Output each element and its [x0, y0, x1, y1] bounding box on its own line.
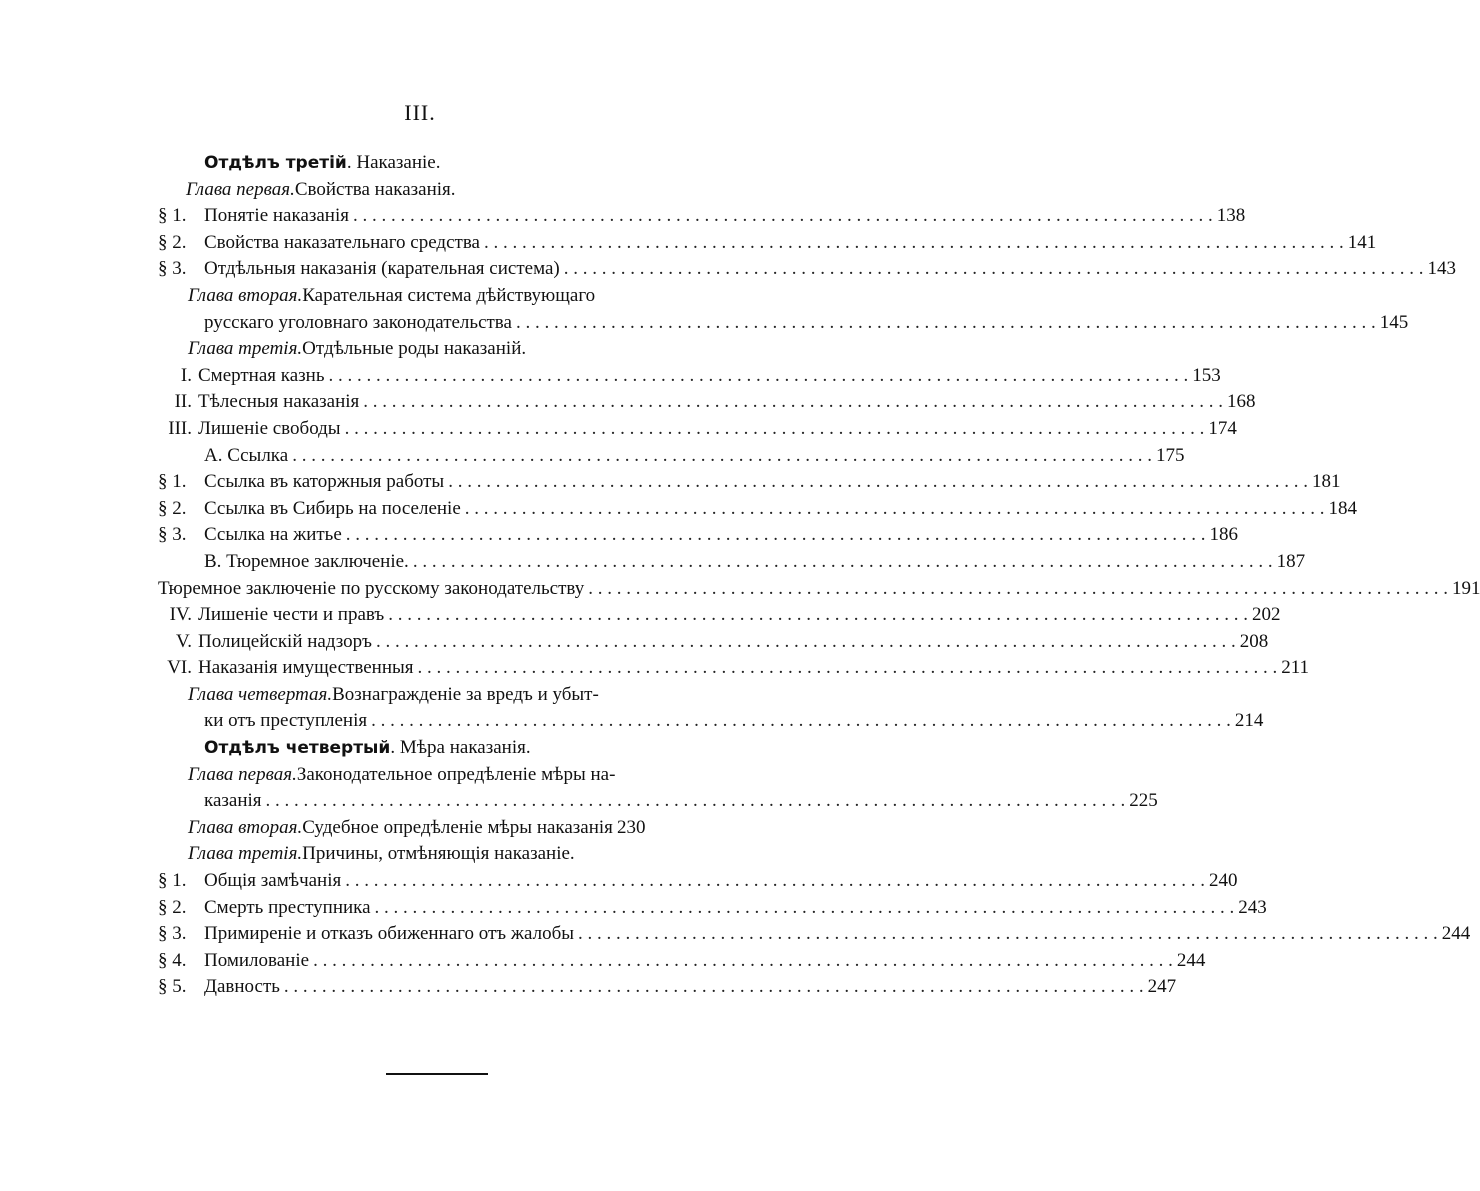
entry-page: 230	[616, 816, 646, 838]
toc-entry	[158, 310, 1409, 337]
entry-title: Лишеніе свободы	[198, 417, 341, 439]
leader-dots	[284, 974, 1144, 1001]
leader-dots	[448, 469, 1308, 496]
entry-number: § 4.	[158, 949, 187, 971]
toc-entry	[158, 230, 1377, 257]
entry-title: Ссылка на житье	[204, 524, 342, 546]
entry-number: V.	[175, 630, 192, 652]
entry-title: ки отъ преступленія	[204, 710, 368, 732]
chapter-title: Свойства наказанія.	[294, 178, 456, 200]
leader-dots	[363, 389, 1223, 416]
closing-rule	[386, 1073, 488, 1075]
toc-entry	[158, 788, 1158, 815]
entry-page: 181	[1311, 471, 1341, 493]
entry-title: Понятіе наказанія	[204, 205, 349, 227]
entry-title: А. Ссылка	[204, 444, 289, 466]
leader-dots	[345, 416, 1205, 443]
entry-number: § 2.	[158, 497, 187, 519]
leader-dots	[484, 230, 1344, 257]
entry-title: Примиреніе и отказъ обиженнаго отъ жалобы	[204, 923, 574, 945]
entry-page: 191	[1451, 577, 1480, 599]
leader-dots	[375, 895, 1235, 922]
section-title: . Наказаніе.	[346, 152, 441, 173]
entry-number: § 1.	[158, 870, 187, 892]
entry-page: 143	[1427, 258, 1456, 280]
entry-page: 240	[1209, 870, 1238, 892]
leader-dots	[418, 655, 1278, 682]
entry-page: 211	[1281, 657, 1310, 679]
leader-dots	[376, 629, 1236, 656]
toc-entry	[158, 443, 1185, 470]
section-heading	[158, 150, 714, 177]
entry-page: 186	[1209, 524, 1239, 546]
leader-dots	[564, 256, 1424, 283]
entry-page: 208	[1239, 630, 1269, 652]
entry-number: § 5.	[158, 976, 187, 998]
chapter-label: Глава третія.	[188, 338, 303, 360]
toc-entry	[158, 549, 1306, 576]
entry-number: VI.	[167, 657, 192, 679]
chapter-label: Глава вторая.	[188, 816, 303, 838]
chapter-title: Причины, отмѣняющія наказаніе.	[302, 843, 575, 865]
toc-entry	[158, 708, 1264, 735]
entry-title: Общія замѣчанія	[204, 870, 342, 892]
chapter-title: Вознагражденіе за вредъ и убыт-	[332, 683, 599, 705]
entry-page: 214	[1234, 710, 1264, 732]
entry-title: Помилованіе	[204, 949, 310, 971]
chapter-label: Глава вторая.	[188, 284, 303, 306]
entry-number: § 2.	[158, 231, 187, 253]
toc-entry	[158, 629, 1269, 656]
leader-dots	[371, 708, 1231, 735]
entry-title: Отдѣльныя наказанія (карательная система)	[204, 258, 560, 280]
toc-entry	[158, 363, 1221, 390]
toc-entry	[158, 522, 1239, 549]
chapter-title: Отдѣльные роды наказаній.	[302, 338, 527, 360]
chapter-label: Глава первая.	[186, 178, 295, 200]
page-number: III.	[404, 100, 436, 125]
entry-number: § 2.	[158, 896, 187, 918]
entry-title: казанія	[204, 790, 262, 812]
toc-entry	[158, 256, 1456, 283]
entry-number: § 3.	[158, 524, 187, 546]
chapter-label: Глава третія.	[188, 843, 303, 865]
entry-title: Тѣлесныя наказанія	[198, 391, 360, 413]
entry-page: 141	[1347, 231, 1377, 253]
chapter-label: Глава первая.	[188, 763, 297, 785]
entry-page: 168	[1227, 391, 1256, 413]
chapter-heading	[158, 336, 714, 363]
chapter-heading	[158, 841, 714, 868]
entry-page: 145	[1379, 311, 1409, 333]
toc-entry	[158, 496, 1358, 523]
entry-title: Лишеніе чести и правъ	[198, 604, 385, 626]
entry-title: В. Тюремное заключеніе.	[204, 550, 409, 572]
entry-page: 225	[1129, 790, 1158, 812]
entry-title: русскаго уголовнаго законодательства	[204, 311, 512, 333]
entry-number: II.	[174, 391, 192, 413]
table-of-contents	[158, 150, 1480, 1001]
entry-page: 138	[1216, 205, 1246, 227]
leader-dots	[588, 576, 1448, 603]
leader-dots	[292, 443, 1152, 470]
toc-entry	[158, 389, 1256, 416]
leader-dots	[516, 310, 1376, 337]
entry-page: 247	[1147, 976, 1177, 998]
entry-number: § 3.	[158, 258, 187, 280]
leader-dots	[266, 788, 1126, 815]
leader-dots	[345, 868, 1205, 895]
entry-title: Ссылка въ Сибирь на поселеніе	[204, 497, 461, 519]
chapter-title: Судебное опредѣленіе мѣры наказанія	[302, 816, 613, 838]
toc-entry	[158, 921, 1471, 948]
leader-dots	[413, 549, 1273, 576]
entry-number: III.	[168, 417, 192, 439]
entry-title: Свойства наказательнаго средства	[204, 231, 480, 253]
leader-dots	[346, 522, 1206, 549]
entry-number: I.	[180, 364, 192, 386]
entry-title: Тюремное заключеніе по русскому законодательству	[158, 577, 585, 599]
chapter-heading	[158, 177, 714, 204]
entry-page: 244	[1176, 949, 1206, 971]
toc-entry	[158, 948, 1206, 975]
leader-dots	[353, 203, 1213, 230]
entry-number: IV.	[169, 604, 192, 626]
section-label: Отдѣлъ четвертый	[204, 738, 391, 759]
entry-page: 184	[1328, 497, 1358, 519]
toc-entry	[158, 416, 1237, 443]
entry-page: 243	[1238, 896, 1267, 918]
chapter-heading	[158, 283, 714, 310]
entry-page: 202	[1251, 604, 1281, 626]
toc-entry	[158, 576, 1480, 603]
leader-dots	[329, 363, 1189, 390]
entry-page: 174	[1208, 417, 1237, 439]
toc-entry	[158, 469, 1341, 496]
section-heading	[158, 735, 714, 762]
leader-dots	[388, 602, 1248, 629]
chapter-label: Глава четвертая.	[188, 683, 333, 705]
toc-entry	[158, 895, 1267, 922]
chapter-title: Карательная система дѣйствующаго	[302, 284, 596, 306]
entry-title: Наказанія имущественныя	[198, 657, 414, 679]
section-label: Отдѣлъ третій	[204, 153, 347, 173]
entry-title: Смерть преступника	[204, 896, 371, 918]
leader-dots	[313, 948, 1173, 975]
toc-entry	[158, 655, 1310, 682]
chapter-heading	[158, 815, 714, 842]
entry-number: § 1.	[158, 471, 187, 493]
entry-page: 153	[1192, 364, 1221, 386]
entry-title: Смертная казнь	[198, 364, 325, 386]
leader-dots	[578, 921, 1438, 948]
toc-entry	[158, 974, 1177, 1001]
toc-entry	[158, 602, 1281, 629]
chapter-heading	[158, 762, 714, 789]
entry-title: Давность	[204, 976, 280, 998]
entry-page: 244	[1441, 923, 1471, 945]
entry-title: Полицейскій надзоръ	[198, 630, 372, 652]
toc-entry	[158, 868, 1238, 895]
entry-page: 187	[1276, 550, 1306, 572]
chapter-title: Законодательное опредѣленіе мѣры на-	[296, 763, 616, 785]
entry-number: § 1.	[158, 205, 187, 227]
entry-title: Ссылка въ каторжныя работы	[204, 471, 445, 493]
leader-dots	[465, 496, 1325, 523]
section-title: . Мѣра наказанія.	[390, 737, 531, 759]
toc-entry	[158, 203, 1246, 230]
entry-number: § 3.	[158, 923, 187, 945]
chapter-heading	[158, 682, 714, 709]
entry-page: 175	[1155, 444, 1185, 466]
